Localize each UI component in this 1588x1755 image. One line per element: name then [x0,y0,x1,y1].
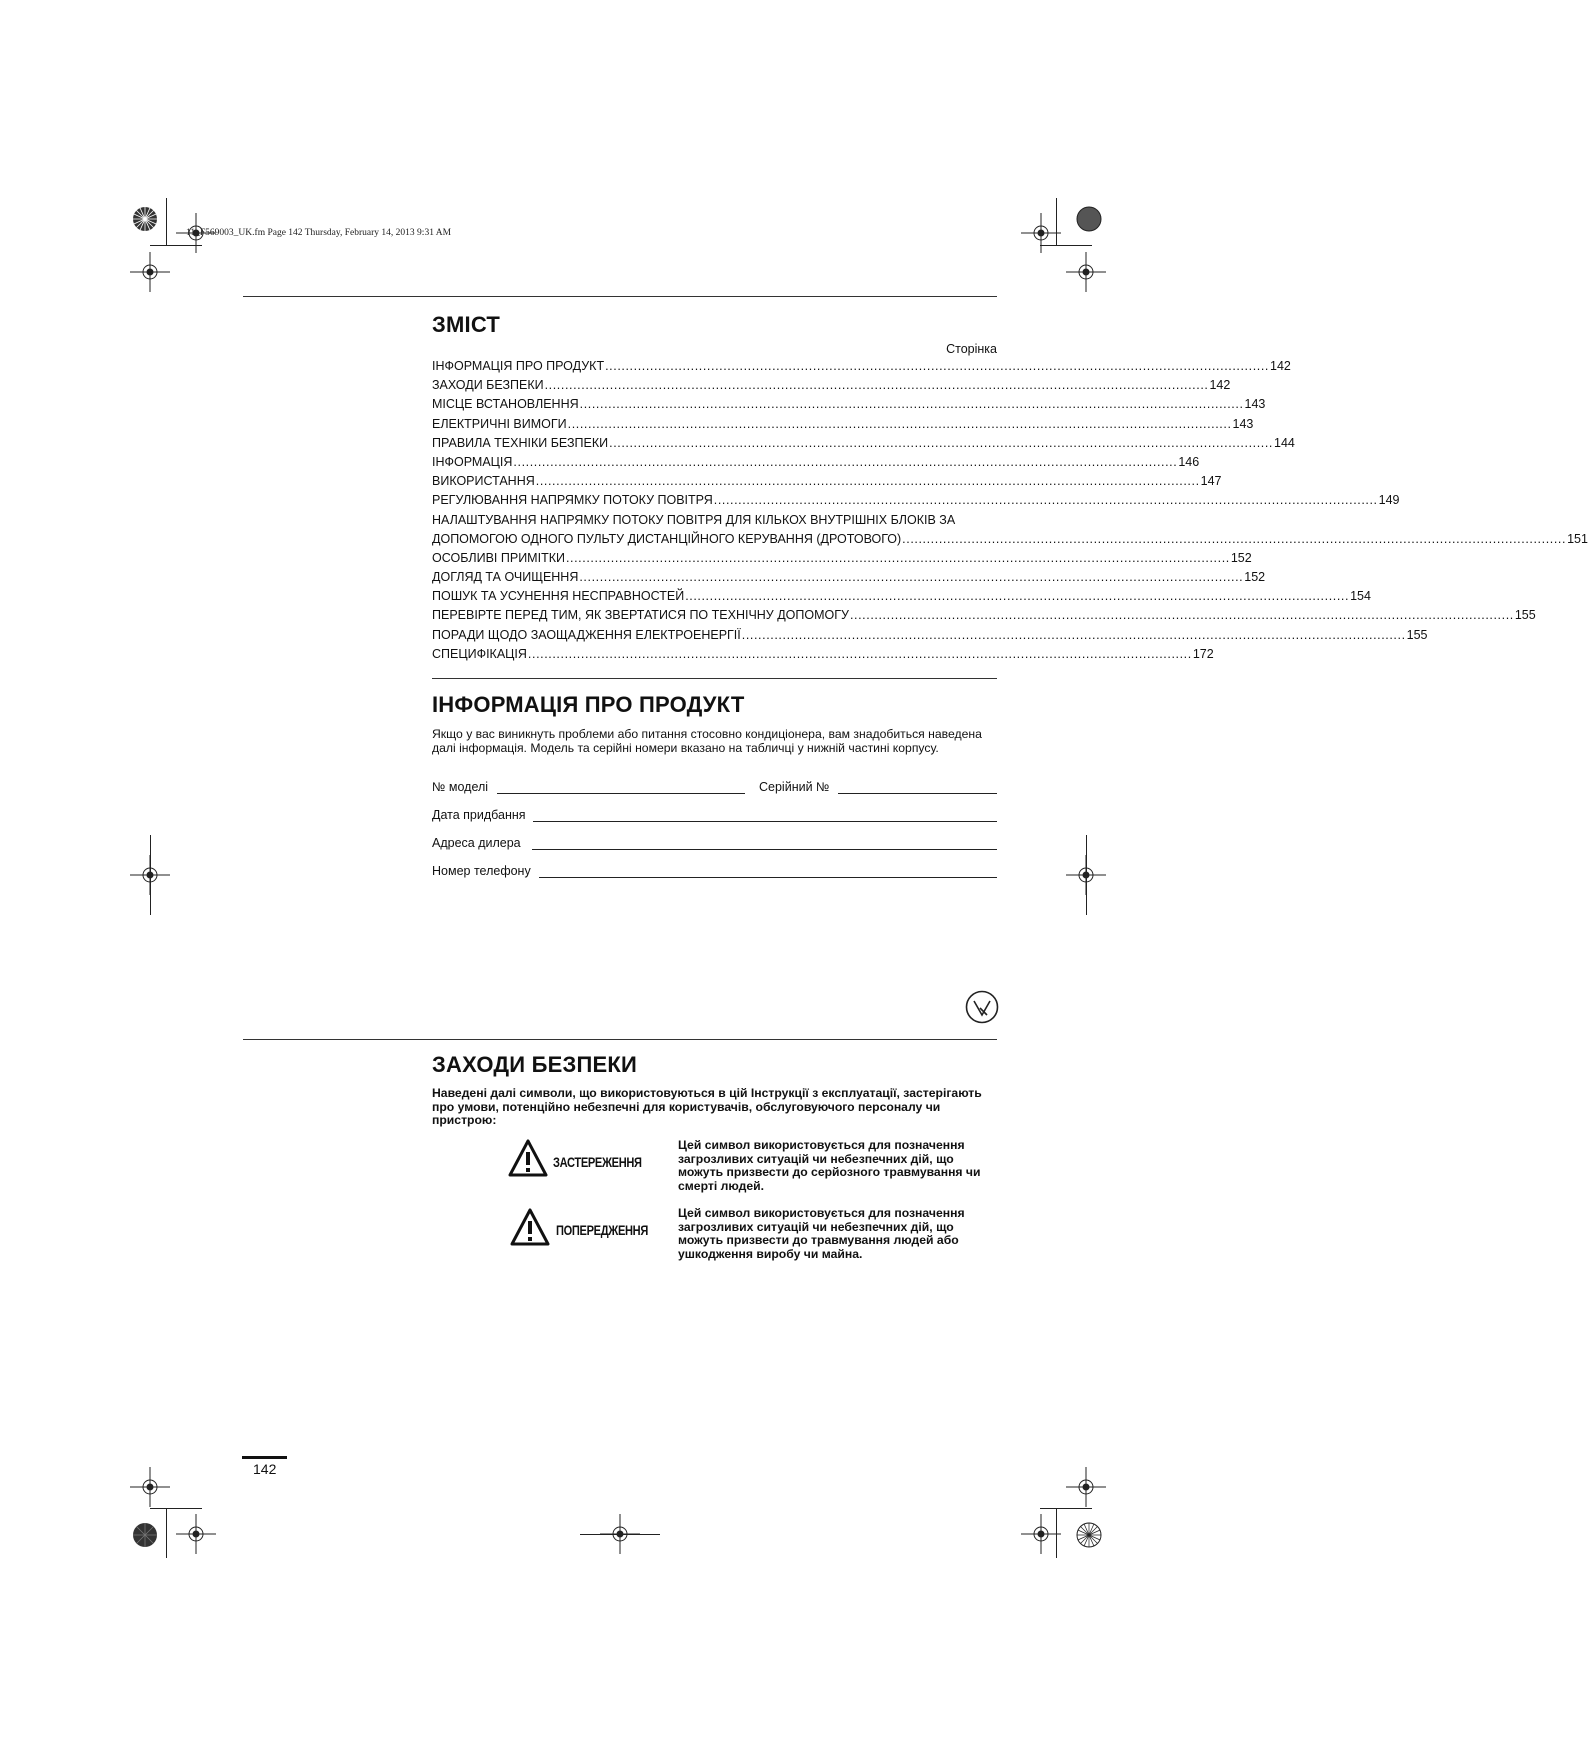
crop-mark [580,1534,660,1535]
certification-mark-icon [965,990,999,1024]
toc-title: ЗМІСТ [432,312,500,337]
color-bar-star-icon [1076,1522,1102,1548]
serial-label: Серійний № [759,780,830,794]
product-info-intro: Якщо у вас виникнуть проблеми або питання стосовно кондиціонера, вам знадобиться наведена далі інформація. Модель та серійні номери вказано на табличці у нижній частині корпусу. [432,727,982,755]
warning-triangle-icon [510,1208,550,1246]
registration-mark-icon [1066,252,1106,292]
toc-item-line1[interactable]: НАЛАШТУВАННЯ НАПРЯМКУ ПОТОКУ ПОВІТРЯ ДЛЯ КІЛЬКОХ ВНУТРІШНІХ БЛОКІВ ЗА [432,512,956,527]
section-rule [243,1039,997,1040]
registration-mark-icon [130,1467,170,1507]
toc-item[interactable]: ДОГЛЯД ТА ОЧИЩЕННЯ ................................................................................................................................................................... 152 [432,570,1266,585]
dealer-address-field[interactable] [532,849,997,850]
page-number-rule [242,1456,287,1459]
toc-item[interactable]: ПРАВИЛА ТЕХНІКИ БЕЗПЕКИ ................................................................................................................................................................... 144 [432,435,1295,450]
warning-label: ЗАСТЕРЕЖЕННЯ [553,1155,642,1170]
phone-label: Номер телефону [432,864,531,878]
crop-mark [150,1508,202,1509]
crop-mark [1040,245,1092,246]
purchase-date-label: Дата придбання [432,808,526,822]
crop-mark [1056,198,1057,246]
toc-page-header: Сторінка [946,342,997,356]
crop-mark [150,835,151,915]
crop-mark [150,245,202,246]
model-field[interactable] [497,793,745,794]
product-info-title: ІНФОРМАЦІЯ ПРО ПРОДУКТ [432,692,745,717]
file-slug: 11_F569003_UK.fm Page 142 Thursday, February 14, 2013 9:31 AM [186,228,452,238]
section-rule [432,678,997,679]
registration-mark-icon [1066,1467,1106,1507]
purchase-date-field[interactable] [533,821,997,822]
table-of-contents [432,357,1588,664]
caution-description: Цей символ використовується для позначення загрозливих ситуацій чи небезпечних дій, що можуть призвести до травмування людей або ушкодження виробу чи майна. [678,1206,965,1261]
registration-mark-icon [130,252,170,292]
page-number: 142 [253,1461,277,1477]
toc-item[interactable]: ІНФОРМАЦІЯ ПРО ПРОДУКТ ................................................................................................................................................................... 142 [432,359,1291,373]
toc-item[interactable]: РЕГУЛЮВАННЯ НАПРЯМКУ ПОТОКУ ПОВІТРЯ ................................................................................................................................................................... 149 [432,493,1400,508]
toc-item[interactable]: ЕЛЕКТРИЧНІ ВИМОГИ ................................................................................................................................................................... 143 [432,416,1254,431]
toc-item[interactable]: ПОШУК ТА УСУНЕННЯ НЕСПРАВНОСТЕЙ ................................................................................................................................................................... 154 [432,589,1371,604]
model-label: № моделі [432,780,489,794]
toc-item[interactable]: ДОПОМОГОЮ ОДНОГО ПУЛЬТУ ДИСТАНЦІЙНОГО КЕРУВАННЯ (ДРОТОВОГО) ................................................................................................................................................................... 151 [432,531,1588,546]
registration-mark-icon [1021,1514,1061,1554]
caution-label: ПОПЕРЕДЖЕННЯ [556,1223,648,1238]
toc-item[interactable]: СПЕЦИФІКАЦІЯ ................................................................................................................................................................... 172 [432,646,1214,661]
color-bar-star-icon [132,206,158,232]
crop-mark [1040,1508,1092,1509]
crop-mark [1086,835,1087,915]
toc-item[interactable]: ПЕРЕВІРТЕ ПЕРЕД ТИМ, ЯК ЗВЕРТАТИСЯ ПО ТЕХНІЧНУ ДОПОМОГУ ................................................................................................................................................................... 155 [432,608,1536,623]
toc-item[interactable]: ВИКОРИСТАННЯ ................................................................................................................................................................... 147 [432,474,1222,489]
registration-mark-icon [176,1514,216,1554]
toc-item[interactable]: ЗАХОДИ БЕЗПЕКИ ................................................................................................................................................................... 142 [432,378,1231,393]
crop-mark [166,198,167,246]
warning-description: Цей символ використовується для позначення загрозливих ситуацій чи небезпечних дій, що можуть призвести до серйозного травмування чи смерті людей. [678,1138,981,1193]
crop-mark [1056,1508,1057,1558]
phone-field[interactable] [539,877,997,878]
registration-mark-icon [1021,213,1061,253]
warning-triangle-icon [508,1139,548,1177]
color-bar-star-icon [132,1522,158,1548]
dealer-address-label: Адреса дилера [432,836,521,850]
toc-item[interactable]: ІНФОРМАЦІЯ ................................................................................................................................................................... 146 [432,454,1200,469]
toc-item[interactable]: МІСЦЕ ВСТАНОВЛЕННЯ ................................................................................................................................................................... 143 [432,397,1266,412]
crop-mark [166,1508,167,1558]
safety-title: ЗАХОДИ БЕЗПЕКИ [432,1052,637,1077]
toc-item[interactable]: ПОРАДИ ЩОДО ЗАОЩАДЖЕННЯ ЕЛЕКТРОЕНЕРГІЇ ................................................................................................................................................................... 155 [432,627,1428,642]
section-rule [243,296,997,297]
serial-field[interactable] [838,793,997,794]
toc-item[interactable]: ОСОБЛИВІ ПРИМІТКИ ................................................................................................................................................................... 152 [432,550,1252,565]
safety-intro: Наведені далі символи, що використовуються в цій Інструкції з експлуатації, застерігають про умови, потенційно небезпечні для користувачів, обслуговуючого персоналу чи пристрою: [432,1086,982,1128]
color-patch-icon [1076,206,1102,232]
